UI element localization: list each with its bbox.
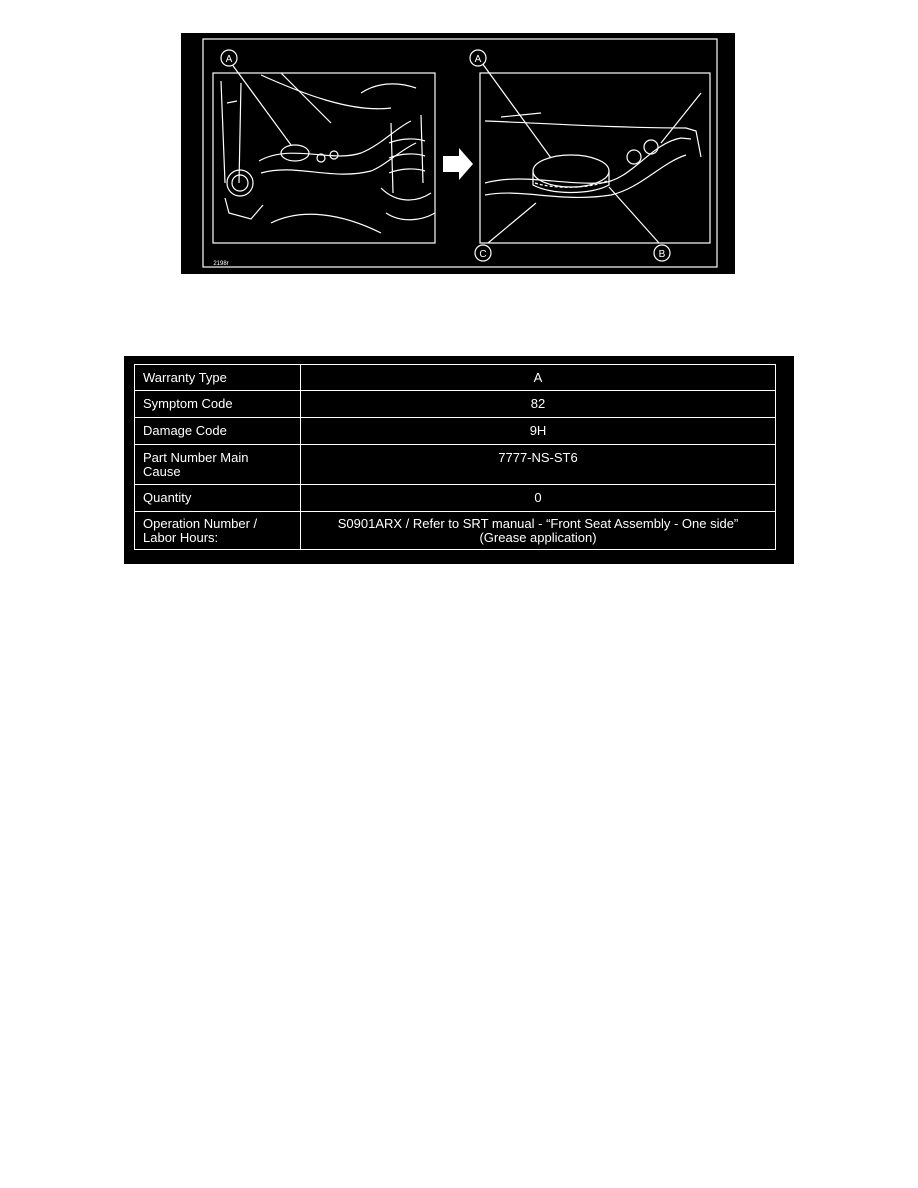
callout-a-right: A [474, 54, 482, 65]
row-label-symptom-code: Symptom Code [135, 391, 301, 418]
table-row [135, 512, 776, 550]
table-row [135, 485, 776, 512]
row-value-symptom-code: 82 [301, 391, 776, 418]
callout-a-left: A [225, 54, 233, 65]
table-row [135, 445, 776, 485]
table-row [135, 365, 776, 391]
table-row [135, 418, 776, 445]
row-value-part-number: 7777-NS-ST6 [301, 445, 776, 485]
row-value-warranty-type: A [301, 365, 776, 391]
row-label-damage-code: Damage Code [135, 418, 301, 445]
arrow-right-icon [443, 148, 473, 180]
row-value-quantity: 0 [301, 485, 776, 512]
row-label-operation-number: Operation Number / Labor Hours: [135, 512, 301, 550]
row-value-damage-code: 9H [301, 418, 776, 445]
warranty-table-panel [124, 356, 794, 564]
row-label-quantity: Quantity [135, 485, 301, 512]
left-detail-view [213, 63, 435, 243]
row-label-part-number: Part Number Main Cause [135, 445, 301, 485]
seat-assembly-figure [181, 33, 735, 274]
callout-b: B [658, 249, 666, 260]
row-value-operation-number: S0901ARX / Refer to SRT manual - “Front Seat Assembly - One side” (Grease application) [301, 512, 776, 550]
figure-code: 2198r [213, 261, 229, 267]
warranty-table [134, 364, 776, 550]
callout-c: C [479, 249, 487, 260]
figure-illustration [181, 33, 735, 274]
row-label-warranty-type: Warranty Type [135, 365, 301, 391]
table-row [135, 391, 776, 418]
right-detail-view [480, 63, 710, 243]
